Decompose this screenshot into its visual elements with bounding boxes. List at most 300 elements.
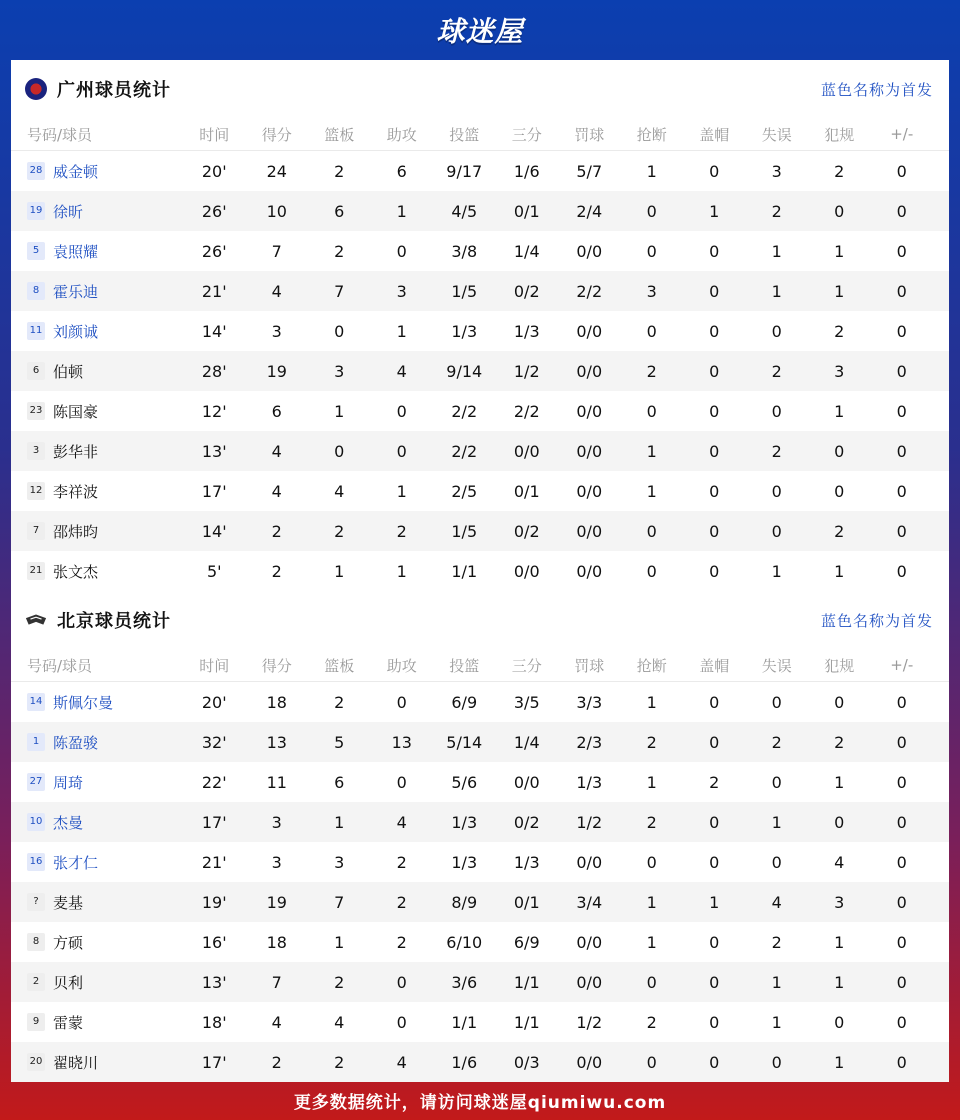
stat-cell: 17' [201,812,227,832]
jersey-number-badge: 10 [27,813,45,831]
column-header: 犯规 [824,125,855,144]
player-row [11,762,949,802]
stat-cell: 2 [396,852,407,872]
player-cell [11,732,183,753]
stat-cell: 1 [334,812,345,832]
player-cell [11,201,183,222]
stat-cell: 18 [266,692,287,712]
team-section-header [11,591,949,649]
stat-cell: 1 [396,321,407,341]
stat-cell: 2/2 [451,441,478,461]
stat-cell: 2 [646,361,657,381]
stat-cell: 1/6 [451,1052,478,1072]
stat-cell: 1 [334,561,345,581]
stat-cell: 1 [396,561,407,581]
column-header: 助攻 [386,125,417,144]
player-row [11,802,949,842]
stat-cell: 0 [709,932,720,952]
stat-cell: 20' [201,692,227,712]
jersey-number-badge: 1 [27,733,45,751]
stat-cell: 5' [206,561,222,581]
player-row [11,391,949,431]
stat-cell: 3/4 [576,892,603,912]
stat-cell: 1/4 [513,732,540,752]
player-cell [11,852,183,873]
jersey-number-badge: 21 [27,562,45,580]
stat-cell: 0 [834,1012,845,1032]
stat-cell: 0 [896,481,907,501]
jersey-number-badge: 14 [27,693,45,711]
stat-cell: 0 [646,521,657,541]
column-header: 失误 [761,656,792,675]
stat-cell: 0/0 [513,561,540,581]
jersey-number-badge: 5 [27,242,45,260]
jersey-number-badge: 2 [27,973,45,991]
top-bar [0,0,960,60]
column-header: 投篮 [449,125,480,144]
player-cell [11,692,183,713]
stat-cell: 2 [334,692,345,712]
stat-cell: 0 [896,852,907,872]
player-cell [11,281,183,302]
player-row [11,511,949,551]
stat-cell: 4 [396,1052,407,1072]
stat-cell: 0 [896,281,907,301]
stat-cell: 0 [834,481,845,501]
player-name-link[interactable]: 李祥波 [53,482,99,501]
stat-cell: 0/0 [576,972,603,992]
stat-cell: 0 [834,692,845,712]
stat-cell: 0 [896,241,907,261]
column-header: 投篮 [449,656,480,675]
stat-cell: 1/3 [451,852,478,872]
stat-cell: 0 [646,401,657,421]
player-row [11,311,949,351]
stat-cell: 2 [771,201,782,221]
column-header: 罚球 [574,125,605,144]
stat-cell: 0 [709,812,720,832]
player-name-link[interactable]: 袁照耀 [53,242,99,261]
stat-cell: 1 [771,1012,782,1032]
stat-cell: 1/1 [513,1012,540,1032]
stat-cell: 1 [396,201,407,221]
stat-cell: 4 [396,361,407,381]
stat-cell: 0/0 [513,441,540,461]
stat-cell: 2 [771,932,782,952]
team-sections [11,60,949,1082]
stat-cell: 2 [646,812,657,832]
stat-cell: 1 [646,892,657,912]
stat-cell: 2/5 [451,481,478,501]
stat-cell: 0 [896,812,907,832]
stat-cell: 4 [271,481,282,501]
stat-cell: 28' [201,361,227,381]
stat-cell: 0 [646,201,657,221]
jersey-number-badge: 9 [27,1013,45,1031]
player-row [11,1002,949,1042]
stat-cell: 6/9 [513,932,540,952]
stat-cell: 0 [646,241,657,261]
player-name-link[interactable]: 霍乐迪 [53,282,99,301]
player-cell [11,812,183,833]
player-name-link[interactable]: 彭华非 [53,442,99,461]
stat-cell: 1/2 [513,361,540,381]
stat-cell: 1 [771,241,782,261]
stat-cell: 32' [201,732,227,752]
stat-cell: 0/0 [576,321,603,341]
jersey-number-badge: 19 [27,202,45,220]
stat-cell: 1/6 [513,161,540,181]
stat-cell: 14' [201,521,227,541]
player-row [11,151,949,191]
stat-cell: 0 [896,772,907,792]
stat-cell: 5/14 [446,732,483,752]
player-name-link[interactable]: 雷蒙 [53,1013,84,1032]
stat-cell: 0 [646,561,657,581]
stat-cell: 0 [709,521,720,541]
player-name-link[interactable]: 周琦 [53,773,84,792]
stat-cell: 0 [396,972,407,992]
stat-cell: 2 [709,772,720,792]
column-header: +/- [890,125,914,143]
stat-cell: 1 [834,561,845,581]
team-title: 广州球员统计 [57,80,171,101]
column-header: 得分 [261,125,292,144]
player-name-link[interactable]: 麦基 [53,893,84,912]
stat-cell: 0 [771,1052,782,1072]
column-header: 篮板 [324,125,355,144]
stat-cell: 20' [201,161,227,181]
stat-cell: 1 [834,972,845,992]
stat-cell: 0 [834,812,845,832]
player-name-link[interactable]: 刘颜诚 [53,322,99,341]
stat-cell: 2 [396,521,407,541]
stat-cell: 0/0 [576,441,603,461]
player-row [11,722,949,762]
column-header: 号码/球员 [27,125,93,144]
player-name-link[interactable]: 邵炜昀 [53,522,99,541]
starter-note: 蓝色名称为首发 [820,80,933,99]
stat-cell: 7 [271,972,282,992]
player-name-link[interactable]: 伯顿 [53,362,84,381]
stat-cell: 4 [334,1012,345,1032]
column-header: 助攻 [386,656,417,675]
stat-cell: 2 [396,892,407,912]
stat-cell: 2 [334,241,345,261]
column-header-row [11,118,949,151]
stat-cell: 0/0 [513,772,540,792]
stat-cell: 0 [896,321,907,341]
player-name-link[interactable]: 斯佩尔曼 [53,693,114,712]
stat-cell: 1 [646,772,657,792]
column-header: 盖帽 [699,656,730,675]
player-name-link[interactable]: 徐昕 [53,202,84,221]
stat-cell: 21' [201,281,227,301]
stat-cell: 2 [834,521,845,541]
stat-cell: 0 [709,852,720,872]
stat-cell: 0/1 [513,892,540,912]
stat-cell: 3 [396,281,407,301]
player-cell [11,561,183,582]
player-cell [11,361,183,382]
column-header: 三分 [511,125,542,144]
stat-cell: 24 [266,161,287,181]
stat-cell: 6 [271,401,282,421]
stat-cell: 0 [709,561,720,581]
column-header: 罚球 [574,656,605,675]
stat-cell: 1/5 [451,521,478,541]
column-header: +/- [890,656,914,674]
player-name-link[interactable]: 翟晓川 [53,1053,99,1072]
stat-cell: 3 [334,852,345,872]
player-name-link[interactable]: 方硕 [53,933,84,952]
stat-cell: 18' [201,1012,227,1032]
stat-cell: 0 [709,972,720,992]
stat-cell: 2/4 [576,201,603,221]
stat-cell: 0/2 [513,812,540,832]
stat-cell: 0 [896,692,907,712]
stat-cell: 6 [334,201,345,221]
stat-cell: 4 [396,812,407,832]
stat-cell: 19 [266,892,287,912]
stat-cell: 2 [334,1052,345,1072]
stat-cell: 0 [709,281,720,301]
player-row [11,551,949,591]
jersey-number-badge: 20 [27,1053,45,1071]
jersey-number-badge: 6 [27,362,45,380]
stat-cell: 1 [646,441,657,461]
stat-cell: 0/0 [576,241,603,261]
stat-cell: 1 [834,281,845,301]
stat-cell: 0 [896,441,907,461]
stat-cell: 1/2 [576,1012,603,1032]
stat-cell: 0 [396,241,407,261]
player-cell [11,481,183,502]
player-cell [11,441,183,462]
stat-cell: 26' [201,241,227,261]
footer-text[interactable]: 更多数据统计，请访问球迷屋qiumiwu.com [293,1092,667,1113]
stat-cell: 0 [896,1012,907,1032]
stat-cell: 1/3 [451,321,478,341]
player-cell [11,1012,183,1033]
team-section [11,60,949,591]
stat-cell: 6/10 [446,932,483,952]
stat-cell: 0 [896,732,907,752]
stat-cell: 0 [709,161,720,181]
stat-cell: 0/3 [513,1052,540,1072]
player-name-link[interactable]: 张文杰 [53,562,99,581]
stat-cell: 1/5 [451,281,478,301]
stat-cell: 4 [834,852,845,872]
player-name-link[interactable]: 陈盈骏 [53,733,99,752]
stat-cell: 1 [834,932,845,952]
stat-cell: 0/0 [576,932,603,952]
jersey-number-badge: 11 [27,322,45,340]
stat-cell: 1/3 [576,772,603,792]
stat-cell: 13' [201,972,227,992]
stat-cell: 0 [896,972,907,992]
stat-cell: 5/6 [451,772,478,792]
stat-cell: 4 [771,892,782,912]
beijing-team-logo-icon [25,609,47,631]
player-row [11,271,949,311]
stat-cell: 19 [266,361,287,381]
player-row [11,842,949,882]
stat-cell: 3/5 [513,692,540,712]
stat-cell: 1 [834,772,845,792]
site-logo[interactable]: 球迷屋 [436,15,524,48]
stat-cell: 0 [771,321,782,341]
stat-cell: 2/2 [576,281,603,301]
stat-cell: 0/0 [576,1052,603,1072]
player-cell [11,772,183,793]
stat-cell: 0 [334,321,345,341]
stat-cell: 13 [266,732,287,752]
stat-cell: 2 [646,1012,657,1032]
stat-cell: 0 [771,401,782,421]
stat-cell: 3 [834,361,845,381]
stat-cell: 0 [396,1012,407,1032]
stat-cell: 7 [334,281,345,301]
player-row [11,471,949,511]
stat-cell: 2 [834,161,845,181]
stat-cell: 1/1 [451,1012,478,1032]
column-header: 号码/球员 [27,656,93,675]
stat-cell: 3 [771,161,782,181]
stat-cell: 0 [771,481,782,501]
stat-cell: 0 [396,441,407,461]
player-name-link[interactable]: 陈国豪 [53,402,99,421]
stat-cell: 3 [646,281,657,301]
stat-cell: 19' [201,892,227,912]
stat-cell: 3/8 [451,241,478,261]
stat-cell: 4 [334,481,345,501]
stat-cell: 13 [391,732,412,752]
stat-cell: 5/7 [576,161,603,181]
column-header: 盖帽 [699,125,730,144]
player-row [11,1042,949,1082]
stat-cell: 0 [896,1052,907,1072]
stat-cell: 12' [201,401,227,421]
player-cell [11,932,183,953]
stat-cell: 2 [334,161,345,181]
stat-cell: 0 [646,852,657,872]
player-row [11,682,949,722]
stat-cell: 4 [271,281,282,301]
player-name-link[interactable]: 贝利 [53,973,84,992]
stat-cell: 0/1 [513,481,540,501]
stat-cell: 2/3 [576,732,603,752]
stat-cell: 0 [396,772,407,792]
stat-cell: 1 [834,241,845,261]
stat-cell: 2 [271,561,282,581]
stat-cell: 1 [646,932,657,952]
jersey-number-badge: 12 [27,482,45,500]
player-cell [11,321,183,342]
stat-cell: 1 [771,281,782,301]
stat-cell: 3/3 [576,692,603,712]
player-cell [11,1052,183,1073]
stat-cell: 0/2 [513,281,540,301]
stat-cell: 1 [709,892,720,912]
stat-cell: 1 [709,201,720,221]
stat-cell: 0 [334,441,345,461]
stat-cell: 0 [771,521,782,541]
stat-cell: 1 [396,481,407,501]
stat-cell: 0 [396,401,407,421]
stat-cell: 13' [201,441,227,461]
stat-cell: 0 [896,892,907,912]
player-name-link[interactable]: 张才仁 [53,853,99,872]
stat-cell: 1/1 [451,561,478,581]
stat-cell: 0/1 [513,201,540,221]
stat-cell: 2 [646,732,657,752]
stat-cell: 2/2 [451,401,478,421]
stat-cell: 0 [896,561,907,581]
stat-cell: 2 [271,1052,282,1072]
player-row [11,351,949,391]
stat-cell: 4 [271,1012,282,1032]
stat-cell: 0 [896,161,907,181]
player-row [11,922,949,962]
stat-cell: 0 [646,321,657,341]
stat-cell: 0 [709,481,720,501]
stat-cell: 0/0 [576,852,603,872]
player-name-link[interactable]: 威金顿 [53,162,99,181]
stat-cell: 3 [271,812,282,832]
stat-cell: 0 [834,441,845,461]
stat-cell: 16' [201,932,227,952]
stat-cell: 0 [709,692,720,712]
stat-cell: 0/0 [576,481,603,501]
stat-cell: 0/0 [576,521,603,541]
stat-cell: 0 [709,321,720,341]
stat-cell: 8/9 [451,892,478,912]
stat-cell: 0 [709,241,720,261]
stat-cell: 0 [709,401,720,421]
stat-cell: 0 [709,361,720,381]
stat-cell: 1 [834,1052,845,1072]
stat-cell: 0 [896,401,907,421]
stat-cell: 1 [771,812,782,832]
column-header: 失误 [761,125,792,144]
stat-cell: 1/1 [513,972,540,992]
stat-cell: 3 [271,321,282,341]
stat-cell: 1 [646,481,657,501]
player-cell [11,892,183,913]
stat-cell: 2 [334,521,345,541]
stat-cell: 0 [834,201,845,221]
stat-cell: 4/5 [451,201,478,221]
team-title: 北京球员统计 [57,611,171,632]
player-name-link[interactable]: 杰曼 [53,813,84,832]
stat-cell: 1 [771,561,782,581]
column-header: 得分 [261,656,292,675]
jersey-number-badge: 23 [27,402,45,420]
jersey-number-badge: 7 [27,522,45,540]
stat-cell: 1 [646,161,657,181]
stat-cell: 6 [396,161,407,181]
stat-cell: 0/0 [576,561,603,581]
column-header: 三分 [511,656,542,675]
stat-cell: 5 [334,732,345,752]
stat-cell: 0 [771,852,782,872]
stat-cell: 1 [334,401,345,421]
column-header: 抢断 [636,656,667,675]
stat-cell: 1 [646,692,657,712]
stats-panel [11,60,949,1080]
stat-cell: 9/14 [446,361,483,381]
